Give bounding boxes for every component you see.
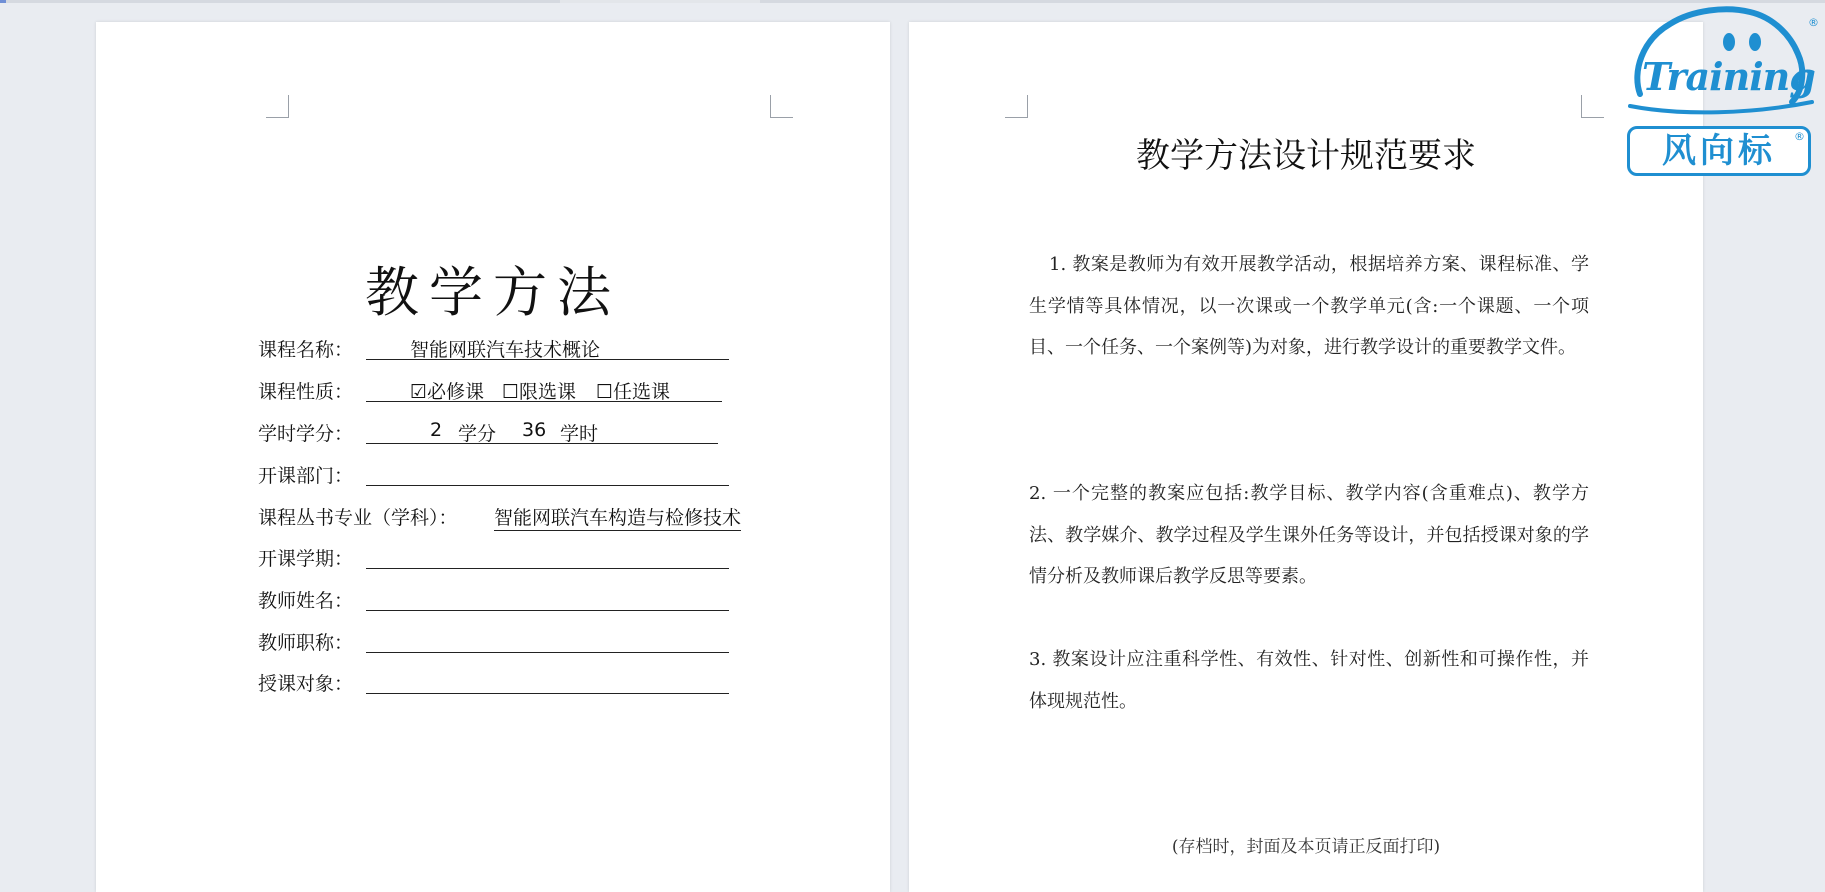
- hours-unit: 学时: [560, 423, 599, 445]
- field-label: 授课对象：: [258, 673, 354, 695]
- empty-box-icon: ☐: [502, 381, 520, 403]
- cover-page: [96, 22, 890, 892]
- cover-title: 教学方法: [365, 261, 621, 324]
- logo-badge: 风向标: [1627, 126, 1811, 176]
- registered-mark: ®: [1794, 130, 1805, 143]
- course-name-value: 智能网联汽车技术概论: [410, 339, 601, 361]
- spec-paragraph-1: 1. 教案是教师为有效开展教学活动，根据培养方案、课程标准、学生学情等具体情况，以一次课或一个教学单元(含:一个课题、一个项目、一个任务、一个案例等)为对象，进行教学设计的重要教学文件。: [1029, 254, 1589, 358]
- spec-title: 教学方法设计规范要求: [1136, 136, 1476, 176]
- field-label: 课程丛书专业（学科）：: [258, 507, 458, 529]
- logo-script-text: Training: [1642, 54, 1815, 99]
- field-underline: [366, 461, 729, 486]
- hours-value: 36: [522, 419, 547, 441]
- top-scroll-bar: [0, 0, 1825, 3]
- registered-mark: ®: [1808, 16, 1819, 29]
- field-label: 课程名称：: [258, 339, 354, 361]
- crop-mark-top-left: [1005, 95, 1028, 118]
- crop-mark-top-left: [266, 95, 289, 118]
- field-label: 开课学期：: [258, 548, 354, 570]
- empty-box-icon: ☐: [596, 381, 614, 403]
- crop-mark-top-right: [1581, 95, 1604, 118]
- field-underline: [366, 669, 729, 694]
- field-label: 开课部门：: [258, 465, 354, 487]
- credits-value: 2: [430, 419, 443, 441]
- option-required[interactable]: ☑必修课: [410, 381, 485, 403]
- field-label: 课程性质：: [258, 381, 354, 403]
- credits-unit: 学分: [458, 423, 497, 445]
- major-value: 智能网联汽车构造与检修技术: [494, 503, 741, 531]
- checked-box-icon: ☑: [410, 381, 428, 403]
- option-free-elective[interactable]: ☐任选课: [596, 381, 671, 403]
- option-limited-elective[interactable]: ☐限选课: [502, 381, 577, 403]
- crop-mark-top-right: [770, 95, 793, 118]
- print-footnote: (存档时，封面及本页请正反面打印): [1171, 837, 1441, 857]
- field-underline: [366, 586, 729, 611]
- spec-paragraph-3: 3. 教案设计应注重科学性、有效性、针对性、创新性和可操作性，并体现规范性。: [1029, 649, 1589, 712]
- training-logo: [1622, 2, 1822, 174]
- field-underline: [366, 544, 729, 569]
- field-label: 学时学分：: [258, 423, 354, 445]
- field-underline: [366, 628, 729, 653]
- field-label: 教师姓名：: [258, 590, 354, 612]
- spec-page: [909, 22, 1703, 892]
- field-label: 教师职称：: [258, 632, 354, 654]
- spec-paragraph-2: 2. 一个完整的教案应包括:教学目标、教学内容(含重难点)、教学方法、教学媒介、教学过程及学生课外任务等设计，并包括授课对象的学情分析及教师课后教学反思等要素。: [1029, 483, 1589, 587]
